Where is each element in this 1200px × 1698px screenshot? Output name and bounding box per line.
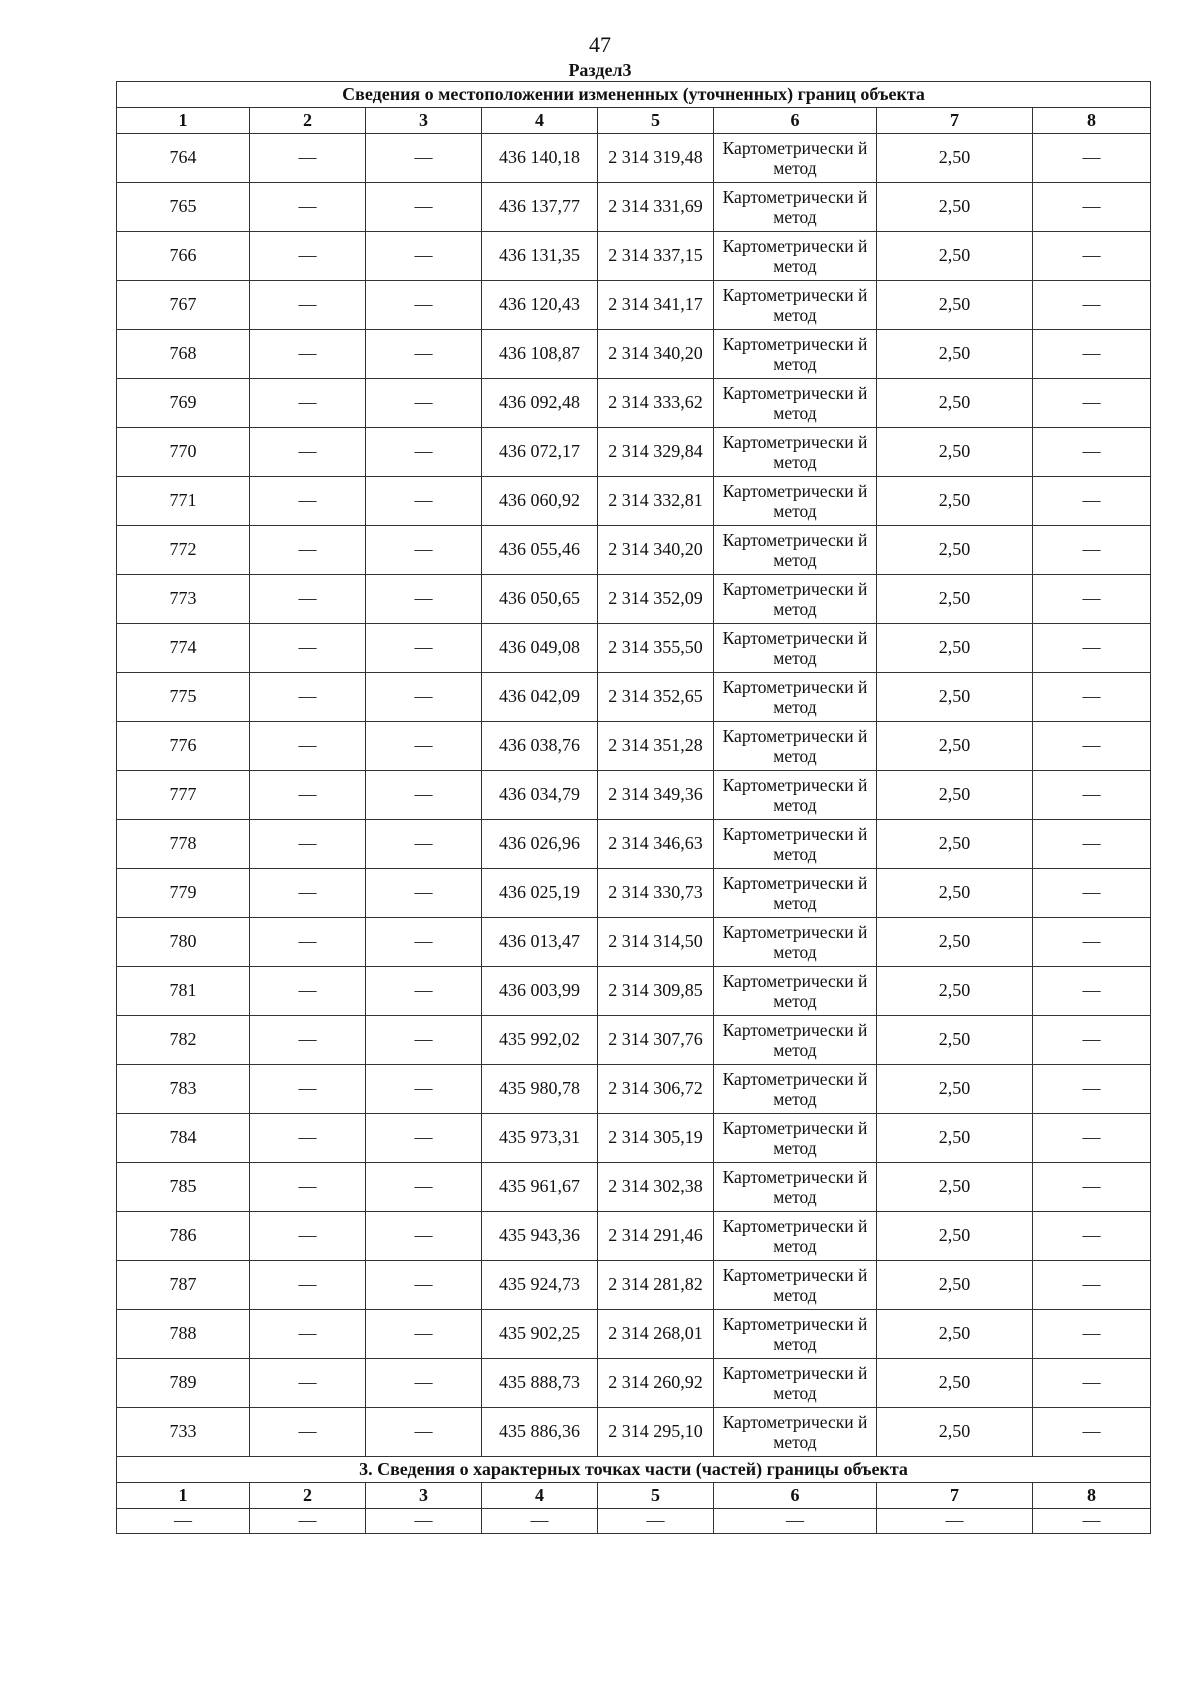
accuracy-cell: 2,50	[877, 526, 1033, 575]
column-header: 3	[366, 1483, 482, 1509]
col3-cell: —	[366, 820, 482, 869]
table-row	[117, 428, 1151, 477]
col2-cell: —	[250, 918, 366, 967]
y-coordinate-cell: 2 314 302,38	[598, 1163, 714, 1212]
method-cell: Картометрически й метод	[714, 134, 877, 183]
accuracy-cell: 2,50	[877, 1310, 1033, 1359]
accuracy-cell: 2,50	[877, 1261, 1033, 1310]
subsection-caption: 3. Сведения о характерных точках части (частей) границы объекта	[117, 1457, 1151, 1483]
method-cell: Картометрически й метод	[714, 526, 877, 575]
accuracy-cell: 2,50	[877, 1163, 1033, 1212]
col8-cell: —	[1033, 918, 1151, 967]
col8-cell: —	[1033, 624, 1151, 673]
point-number-cell: 778	[117, 820, 250, 869]
table-row	[117, 869, 1151, 918]
point-number-cell: 772	[117, 526, 250, 575]
accuracy-cell: 2,50	[877, 967, 1033, 1016]
table-row	[117, 722, 1151, 771]
col2-cell: —	[250, 820, 366, 869]
column-header: 4	[482, 1483, 598, 1509]
accuracy-cell: 2,50	[877, 918, 1033, 967]
col8-cell: —	[1033, 1261, 1151, 1310]
y-coordinate-cell: 2 314 332,81	[598, 477, 714, 526]
col3-cell: —	[366, 1212, 482, 1261]
col8-cell: —	[1033, 1408, 1151, 1457]
y-coordinate-cell: 2 314 330,73	[598, 869, 714, 918]
col2-cell: —	[250, 134, 366, 183]
column-header: 1	[117, 1483, 250, 1509]
col8-cell: —	[1033, 1163, 1151, 1212]
column-header: 8	[1033, 1483, 1151, 1509]
col8-cell: —	[1033, 1016, 1151, 1065]
accuracy-cell: 2,50	[877, 869, 1033, 918]
point-number-cell: 769	[117, 379, 250, 428]
col8-cell: —	[1033, 477, 1151, 526]
method-cell: Картометрически й метод	[714, 918, 877, 967]
x-coordinate-cell: 436 038,76	[482, 722, 598, 771]
col8-cell: —	[1033, 1310, 1151, 1359]
x-coordinate-cell: 436 092,48	[482, 379, 598, 428]
col3-cell: —	[366, 967, 482, 1016]
point-number-cell: 771	[117, 477, 250, 526]
y-coordinate-cell: 2 314 260,92	[598, 1359, 714, 1408]
accuracy-cell: 2,50	[877, 771, 1033, 820]
col3-cell: —	[366, 330, 482, 379]
table-row	[117, 1261, 1151, 1310]
x-coordinate-cell: 436 140,18	[482, 134, 598, 183]
col3-cell: —	[366, 1114, 482, 1163]
col8-cell: —	[1033, 722, 1151, 771]
accuracy-cell: 2,50	[877, 1408, 1033, 1457]
y-coordinate-cell: 2 314 352,09	[598, 575, 714, 624]
col2-cell: —	[250, 1212, 366, 1261]
col8-cell: —	[1033, 379, 1151, 428]
x-coordinate-cell: 436 013,47	[482, 918, 598, 967]
y-coordinate-cell: 2 314 355,50	[598, 624, 714, 673]
x-coordinate-cell: 436 034,79	[482, 771, 598, 820]
col3-cell: —	[366, 575, 482, 624]
col8-cell: —	[1033, 771, 1151, 820]
method-cell: Картометрически й метод	[714, 575, 877, 624]
column-header: 2	[250, 108, 366, 134]
col3-cell: —	[366, 1261, 482, 1310]
col2-cell: —	[250, 1359, 366, 1408]
col2-cell: —	[250, 967, 366, 1016]
x-coordinate-cell: 436 042,09	[482, 673, 598, 722]
accuracy-cell: 2,50	[877, 575, 1033, 624]
accuracy-cell: 2,50	[877, 232, 1033, 281]
col8-cell: —	[1033, 330, 1151, 379]
col8-cell: —	[1033, 1359, 1151, 1408]
col8-cell: —	[1033, 967, 1151, 1016]
point-number-cell: 784	[117, 1114, 250, 1163]
x-coordinate-cell: 435 980,78	[482, 1065, 598, 1114]
section-title: Раздел3	[568, 60, 632, 80]
col2-cell: —	[250, 1163, 366, 1212]
table-row	[117, 1065, 1151, 1114]
column-header: 6	[714, 108, 877, 134]
col2-cell: —	[250, 673, 366, 722]
x-coordinate-cell: 435 902,25	[482, 1310, 598, 1359]
column-header: 3	[366, 108, 482, 134]
point-number-cell: 782	[117, 1016, 250, 1065]
col2-cell: —	[250, 624, 366, 673]
col8-cell: —	[1033, 281, 1151, 330]
col2-cell: —	[250, 1261, 366, 1310]
method-cell: Картометрически й метод	[714, 1016, 877, 1065]
col2-cell: —	[250, 183, 366, 232]
point-number-cell: 783	[117, 1065, 250, 1114]
empty-cell: —	[598, 1509, 714, 1534]
x-coordinate-cell: 435 992,02	[482, 1016, 598, 1065]
x-coordinate-cell: 436 137,77	[482, 183, 598, 232]
table-row	[117, 232, 1151, 281]
accuracy-cell: 2,50	[877, 1114, 1033, 1163]
method-cell: Картометрически й метод	[714, 1163, 877, 1212]
col3-cell: —	[366, 722, 482, 771]
col2-cell: —	[250, 428, 366, 477]
col8-cell: —	[1033, 575, 1151, 624]
accuracy-cell: 2,50	[877, 281, 1033, 330]
method-cell: Картометрически й метод	[714, 1114, 877, 1163]
point-number-cell: 766	[117, 232, 250, 281]
col2-cell: —	[250, 575, 366, 624]
subsection-header-row	[117, 1483, 1151, 1509]
table-row	[117, 477, 1151, 526]
x-coordinate-cell: 436 055,46	[482, 526, 598, 575]
y-coordinate-cell: 2 314 340,20	[598, 526, 714, 575]
subsection-row	[117, 1509, 1151, 1534]
accuracy-cell: 2,50	[877, 183, 1033, 232]
method-cell: Картометрически й метод	[714, 624, 877, 673]
x-coordinate-cell: 436 072,17	[482, 428, 598, 477]
col2-cell: —	[250, 869, 366, 918]
x-coordinate-cell: 436 108,87	[482, 330, 598, 379]
col8-cell: —	[1033, 183, 1151, 232]
accuracy-cell: 2,50	[877, 477, 1033, 526]
col3-cell: —	[366, 673, 482, 722]
method-cell: Картометрически й метод	[714, 771, 877, 820]
method-cell: Картометрически й метод	[714, 1261, 877, 1310]
y-coordinate-cell: 2 314 337,15	[598, 232, 714, 281]
point-number-cell: 781	[117, 967, 250, 1016]
col3-cell: —	[366, 1310, 482, 1359]
accuracy-cell: 2,50	[877, 1359, 1033, 1408]
y-coordinate-cell: 2 314 268,01	[598, 1310, 714, 1359]
method-cell: Картометрически й метод	[714, 1359, 877, 1408]
col2-cell: —	[250, 1310, 366, 1359]
column-header: 6	[714, 1483, 877, 1509]
col8-cell: —	[1033, 820, 1151, 869]
y-coordinate-cell: 2 314 307,76	[598, 1016, 714, 1065]
point-number-cell: 733	[117, 1408, 250, 1457]
method-cell: Картометрически й метод	[714, 232, 877, 281]
column-header: 4	[482, 108, 598, 134]
col3-cell: —	[366, 428, 482, 477]
method-cell: Картометрически й метод	[714, 1310, 877, 1359]
point-number-cell: 776	[117, 722, 250, 771]
table-row	[117, 281, 1151, 330]
y-coordinate-cell: 2 314 346,63	[598, 820, 714, 869]
y-coordinate-cell: 2 314 295,10	[598, 1408, 714, 1457]
x-coordinate-cell: 436 120,43	[482, 281, 598, 330]
point-number-cell: 779	[117, 869, 250, 918]
col3-cell: —	[366, 134, 482, 183]
accuracy-cell: 2,50	[877, 1212, 1033, 1261]
table-row	[117, 1408, 1151, 1457]
table-row	[117, 1310, 1151, 1359]
column-header: 5	[598, 1483, 714, 1509]
x-coordinate-cell: 436 049,08	[482, 624, 598, 673]
col3-cell: —	[366, 918, 482, 967]
col8-cell: —	[1033, 869, 1151, 918]
point-number-cell: 764	[117, 134, 250, 183]
method-cell: Картометрически й метод	[714, 428, 877, 477]
x-coordinate-cell: 436 131,35	[482, 232, 598, 281]
method-cell: Картометрически й метод	[714, 1065, 877, 1114]
method-cell: Картометрически й метод	[714, 673, 877, 722]
table-row	[117, 1016, 1151, 1065]
col8-cell: —	[1033, 134, 1151, 183]
table-caption-row	[117, 82, 1151, 108]
x-coordinate-cell: 435 888,73	[482, 1359, 598, 1408]
point-number-cell: 768	[117, 330, 250, 379]
col3-cell: —	[366, 232, 482, 281]
col3-cell: —	[366, 1359, 482, 1408]
point-number-cell: 774	[117, 624, 250, 673]
col8-cell: —	[1033, 526, 1151, 575]
point-number-cell: 789	[117, 1359, 250, 1408]
col8-cell: —	[1033, 232, 1151, 281]
x-coordinate-cell: 436 026,96	[482, 820, 598, 869]
col2-cell: —	[250, 232, 366, 281]
column-header-row	[117, 108, 1151, 134]
accuracy-cell: 2,50	[877, 330, 1033, 379]
x-coordinate-cell: 436 025,19	[482, 869, 598, 918]
y-coordinate-cell: 2 314 333,62	[598, 379, 714, 428]
point-number-cell: 787	[117, 1261, 250, 1310]
empty-cell: —	[250, 1509, 366, 1534]
col3-cell: —	[366, 183, 482, 232]
point-number-cell: 785	[117, 1163, 250, 1212]
table-row	[117, 575, 1151, 624]
table-row	[117, 183, 1151, 232]
y-coordinate-cell: 2 314 319,48	[598, 134, 714, 183]
col2-cell: —	[250, 1408, 366, 1457]
col2-cell: —	[250, 1065, 366, 1114]
table-row	[117, 771, 1151, 820]
method-cell: Картометрически й метод	[714, 379, 877, 428]
col2-cell: —	[250, 281, 366, 330]
col2-cell: —	[250, 379, 366, 428]
table-row	[117, 624, 1151, 673]
method-cell: Картометрически й метод	[714, 330, 877, 379]
table-row	[117, 134, 1151, 183]
x-coordinate-cell: 435 961,67	[482, 1163, 598, 1212]
column-header: 2	[250, 1483, 366, 1509]
accuracy-cell: 2,50	[877, 134, 1033, 183]
accuracy-cell: 2,50	[877, 379, 1033, 428]
y-coordinate-cell: 2 314 349,36	[598, 771, 714, 820]
method-cell: Картометрически й метод	[714, 477, 877, 526]
col8-cell: —	[1033, 1065, 1151, 1114]
table-row	[117, 967, 1151, 1016]
x-coordinate-cell: 435 943,36	[482, 1212, 598, 1261]
col8-cell: —	[1033, 1114, 1151, 1163]
table-caption: Сведения о местоположении измененных (уточненных) границ объекта	[117, 82, 1151, 108]
col3-cell: —	[366, 379, 482, 428]
empty-cell: —	[117, 1509, 250, 1534]
method-cell: Картометрически й метод	[714, 967, 877, 1016]
x-coordinate-cell: 436 003,99	[482, 967, 598, 1016]
point-number-cell: 786	[117, 1212, 250, 1261]
y-coordinate-cell: 2 314 306,72	[598, 1065, 714, 1114]
col3-cell: —	[366, 1408, 482, 1457]
column-header: 7	[877, 1483, 1033, 1509]
col8-cell: —	[1033, 428, 1151, 477]
col3-cell: —	[366, 1065, 482, 1114]
accuracy-cell: 2,50	[877, 1065, 1033, 1114]
col2-cell: —	[250, 330, 366, 379]
accuracy-cell: 2,50	[877, 722, 1033, 771]
method-cell: Картометрически й метод	[714, 1212, 877, 1261]
point-number-cell: 765	[117, 183, 250, 232]
table-row	[117, 379, 1151, 428]
column-header: 1	[117, 108, 250, 134]
x-coordinate-cell: 435 886,36	[482, 1408, 598, 1457]
empty-cell: —	[366, 1509, 482, 1534]
x-coordinate-cell: 435 924,73	[482, 1261, 598, 1310]
table-row	[117, 1163, 1151, 1212]
col3-cell: —	[366, 771, 482, 820]
col2-cell: —	[250, 722, 366, 771]
point-number-cell: 773	[117, 575, 250, 624]
column-header: 7	[877, 108, 1033, 134]
table-row	[117, 330, 1151, 379]
method-cell: Картометрически й метод	[714, 1408, 877, 1457]
col3-cell: —	[366, 1016, 482, 1065]
empty-cell: —	[877, 1509, 1033, 1534]
method-cell: Картометрически й метод	[714, 869, 877, 918]
subsection-caption-row	[117, 1457, 1151, 1483]
x-coordinate-cell: 436 060,92	[482, 477, 598, 526]
method-cell: Картометрически й метод	[714, 722, 877, 771]
accuracy-cell: 2,50	[877, 1016, 1033, 1065]
page-number: 47	[589, 32, 611, 57]
col3-cell: —	[366, 624, 482, 673]
y-coordinate-cell: 2 314 281,82	[598, 1261, 714, 1310]
point-number-cell: 767	[117, 281, 250, 330]
y-coordinate-cell: 2 314 291,46	[598, 1212, 714, 1261]
x-coordinate-cell: 435 973,31	[482, 1114, 598, 1163]
method-cell: Картометрически й метод	[714, 281, 877, 330]
y-coordinate-cell: 2 314 351,28	[598, 722, 714, 771]
x-coordinate-cell: 436 050,65	[482, 575, 598, 624]
table-row	[117, 1359, 1151, 1408]
table-row	[117, 526, 1151, 575]
point-number-cell: 770	[117, 428, 250, 477]
y-coordinate-cell: 2 314 352,65	[598, 673, 714, 722]
point-number-cell: 780	[117, 918, 250, 967]
col2-cell: —	[250, 1114, 366, 1163]
accuracy-cell: 2,50	[877, 624, 1033, 673]
col3-cell: —	[366, 477, 482, 526]
y-coordinate-cell: 2 314 331,69	[598, 183, 714, 232]
col8-cell: —	[1033, 673, 1151, 722]
point-number-cell: 788	[117, 1310, 250, 1359]
y-coordinate-cell: 2 314 341,17	[598, 281, 714, 330]
method-cell: Картометрически й метод	[714, 183, 877, 232]
col2-cell: —	[250, 477, 366, 526]
column-header: 8	[1033, 108, 1151, 134]
point-number-cell: 777	[117, 771, 250, 820]
col2-cell: —	[250, 771, 366, 820]
method-cell: Картометрически й метод	[714, 820, 877, 869]
y-coordinate-cell: 2 314 309,85	[598, 967, 714, 1016]
col2-cell: —	[250, 1016, 366, 1065]
y-coordinate-cell: 2 314 340,20	[598, 330, 714, 379]
col3-cell: —	[366, 281, 482, 330]
col3-cell: —	[366, 869, 482, 918]
table-row	[117, 918, 1151, 967]
accuracy-cell: 2,50	[877, 428, 1033, 477]
accuracy-cell: 2,50	[877, 673, 1033, 722]
y-coordinate-cell: 2 314 329,84	[598, 428, 714, 477]
table-row	[117, 1114, 1151, 1163]
table-row	[117, 673, 1151, 722]
empty-cell: —	[1033, 1509, 1151, 1534]
table-row	[117, 820, 1151, 869]
column-header: 5	[598, 108, 714, 134]
col3-cell: —	[366, 526, 482, 575]
empty-cell: —	[714, 1509, 877, 1534]
col2-cell: —	[250, 526, 366, 575]
table-row	[117, 1212, 1151, 1261]
col3-cell: —	[366, 1163, 482, 1212]
col8-cell: —	[1033, 1212, 1151, 1261]
empty-cell: —	[482, 1509, 598, 1534]
accuracy-cell: 2,50	[877, 820, 1033, 869]
boundary-table	[116, 81, 1151, 1534]
point-number-cell: 775	[117, 673, 250, 722]
y-coordinate-cell: 2 314 305,19	[598, 1114, 714, 1163]
y-coordinate-cell: 2 314 314,50	[598, 918, 714, 967]
